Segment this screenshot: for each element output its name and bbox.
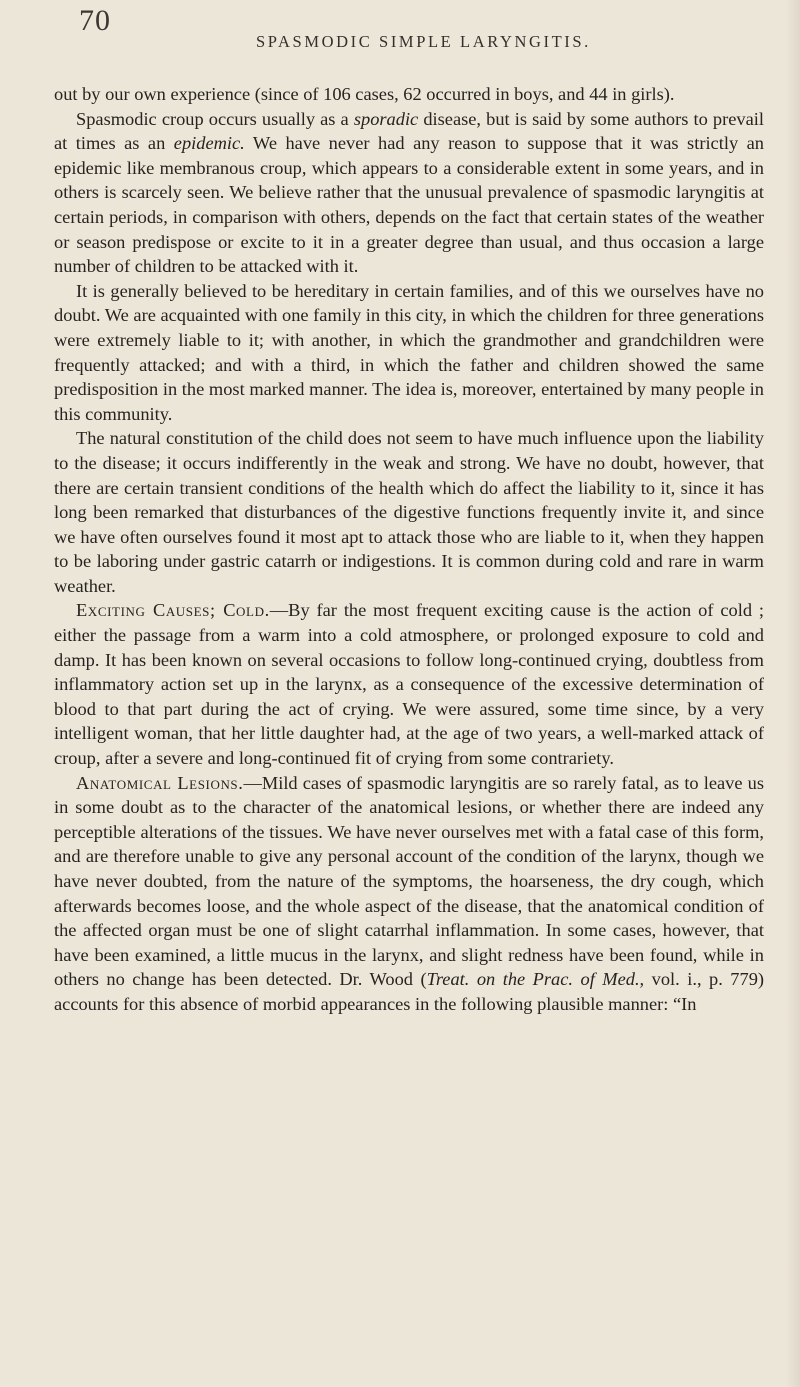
paragraph-5 — [54, 598, 764, 770]
section-heading-anatomical-lesions: Anatomical Lesions. — [76, 772, 244, 793]
paragraph-4: The natural constitution of the child does not seem to have much influence upon the liability to the disease; it occurs indifferently in the weak and strong. We have no doubt, however, that there are certain transient conditions of the health which do affect the liability to it, since it has long been remarked that disturbances of the digestive functions frequently invite it, and since we have often ourselves found it most apt to attack those who are liable to it, when they happen to be laboring under gastric catarrh or indigestions. It is common during cold and rare in warm weather. — [54, 428, 764, 596]
paragraph-2-emphasis: epidemic. — [173, 133, 245, 154]
paragraph-2-text: Spasmodic croup occurs usually as a — [76, 108, 354, 129]
paragraph-2-text: We have never had any reason to suppose that it was strictly an epidemic like membranous croup, which appears to a considerable extent in some years, and in others is scarcely seen. We believe rather that the unusual prevalence of spasmodic laryngitis at certain periods, in comparison with others, depends on the fact that certain states of the weather or season predispose or excite to it in a greater degree than usual, and thus occasion a large number of children to be attacked with it. — [54, 133, 764, 277]
body-text — [54, 82, 764, 1017]
page-edge-shadow — [786, 0, 800, 1387]
page-number: 70 — [79, 4, 111, 37]
paragraph-5-text: —By far the most frequent exciting cause is the action of cold ; either the passage from a warm into a cold atmosphere, or prolonged exposure to cold and damp. It has been known on several occasions to follow long-continued crying, doubtless from inflammatory action set up in the larynx, as a consequence of the excessive determination of blood to that part during the act of crying. We were assured, some time since, by a very intelligent woman, that her little daughter had, at the age of two years, a well-marked attack of croup, after a severe and long-continued fit of crying from some contrariety. — [54, 600, 765, 769]
paragraph-2-text: disease, but is said by some authors to prevail at times as an — [54, 108, 764, 154]
paragraph-1: out by our own experience (since of 106 cases, 62 occurred in boys, and 44 in girls). — [54, 84, 675, 104]
section-heading-exciting-causes: Exciting Causes; Cold. — [76, 600, 270, 621]
paragraph-2 — [54, 107, 764, 279]
paragraph-3: It is generally believed to be hereditary in certain families, and of this we ourselves have no doubt. We are acquainted with one family in this city, in which the children for three generations were extremely liable to it; with another, in which the grandmother and grandchildren were frequently attacked; and with a third, in which the father and children showed the same predisposition in the most marked manner. The idea is, moreover, entertained by many people in this community. — [54, 280, 764, 424]
paragraph-2-emphasis: sporadic — [353, 108, 419, 129]
running-title: SPASMODIC SIMPLE LARYNGITIS. — [256, 32, 591, 51]
paragraph-6-text: —Mild cases of spasmodic laryngitis are so rarely fatal, as to leave us in some doubt as to the character of the anatomical lesions, or whether there are indeed any perceptible alterations of the tissues. We have never ourselves met with a fatal case of this form, and are therefore unable to give any personal account of the condition of the larynx, though we have never doubted, from the nature of the symptoms, the hoarseness, the dry cough, which afterwards becomes loose, and the whole aspect of the disease, that the anatomical condition of the affected organ must be one of slight catarrhal inflammation. In some cases, however, that have been examined, a little mucus in the larynx, and slight redness have been found, while in others no change has been detected. Dr. Wood ( — [54, 772, 765, 990]
paragraph-6-text: vol. i., p. 779) accounts for this absence of morbid appearances in the following plausible manner: “In — [54, 969, 765, 1014]
paragraph-6 — [54, 771, 764, 1017]
citation-title: Treat. on the Prac. of Med., — [426, 969, 645, 990]
